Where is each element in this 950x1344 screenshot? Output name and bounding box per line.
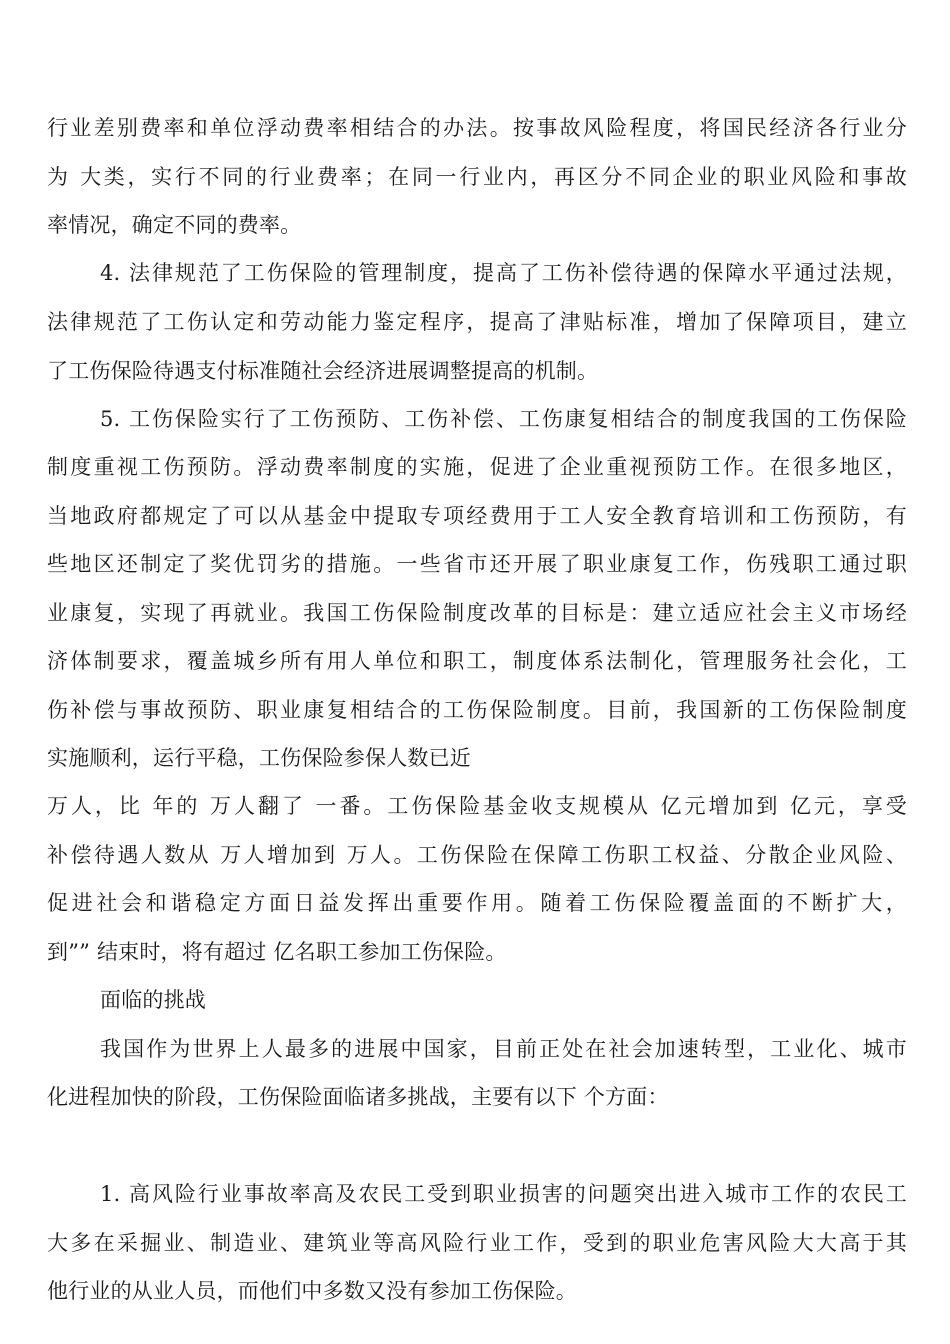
paragraph-heading-1: 1. 高风险行业事故率高及农民工受到职业损害的问题突出进入城市工作的农民工	[100, 1182, 907, 1206]
text-line: 业康复，实现了再就业。我国工伤保险制度改革的目标是：建立适应社会主义市场经	[47, 601, 907, 625]
text-line: 济体制要求，覆盖城乡所有用人单位和职工，制度体系法制化，管理服务社会化，工	[47, 649, 907, 673]
text-line: 万人，比 年的 万人翻了 一番。工伤保险基金收支规模从 亿元增加到 亿元，享受	[47, 794, 907, 818]
text-line: 些地区还制定了奖优罚劣的措施。一些省市还开展了职业康复工作，伤残职工通过职	[47, 552, 907, 576]
text-line: 他行业的从业人员，而他们中多数又没有参加工伤保险。	[47, 1279, 577, 1303]
text-line: 到”” 结束时，将有超过 亿名职工参加工伤保险。	[47, 940, 507, 964]
text-line: 制度重视工伤预防。浮动费率制度的实施，促进了企业重视预防工作。在很多地区，	[47, 455, 907, 479]
text-line: 化进程加快的阶段，工伤保险面临诸多挑战，主要有以下 个方面：	[47, 1085, 669, 1109]
text-line: 行业差别费率和单位浮动费率相结合的办法。按事故风险程度，将国民经济各行业分	[47, 116, 907, 140]
section-heading: 面临的挑战	[100, 988, 206, 1012]
text-line: 促进社会和谐稳定方面日益发挥出重要作用。随着工伤保险覆盖面的不断扩大，	[47, 891, 907, 915]
text-line: 大多在采掘业、制造业、建筑业等高风险行业工作，受到的职业危害风险大大高于其	[47, 1231, 907, 1255]
text-line: 为 大类，实行不同的行业费率；在同一行业内，再区分不同企业的职业风险和事故	[47, 165, 907, 189]
text-line: 了工伤保险待遇支付标准随社会经济进展调整提高的机制。	[47, 359, 599, 383]
paragraph-heading-5: 5. 工伤保险实行了工伤预防、工伤补偿、工伤康复相结合的制度我国的工伤保险	[100, 407, 907, 431]
text-line: 法律规范了工伤认定和劳动能力鉴定程序，提高了津贴标准，增加了保障项目，建立	[47, 310, 907, 334]
text-line: 补偿待遇人数从 万人增加到 万人。工伤保险在保障工伤职工权益、分散企业风险、	[47, 843, 907, 867]
text-line: 我国作为世界上人最多的进展中国家，目前正处在社会加速转型，工业化、城市	[100, 1037, 907, 1061]
text-line: 率情况，确定不同的费率。	[47, 213, 302, 237]
text-line: 实施顺利，运行平稳，工伤保险参保人数已近	[47, 746, 471, 770]
paragraph-heading-4: 4. 法律规范了工伤保险的管理制度，提高了工伤补偿待遇的保障水平通过法规，	[100, 261, 907, 285]
text-line: 伤补偿与事故预防、职业康复相结合的工伤保险制度。目前，我国新的工伤保险制度	[47, 698, 907, 722]
text-line: 当地政府都规定了可以从基金中提取专项经费用于工人安全教育培训和工伤预防，有	[47, 504, 907, 528]
